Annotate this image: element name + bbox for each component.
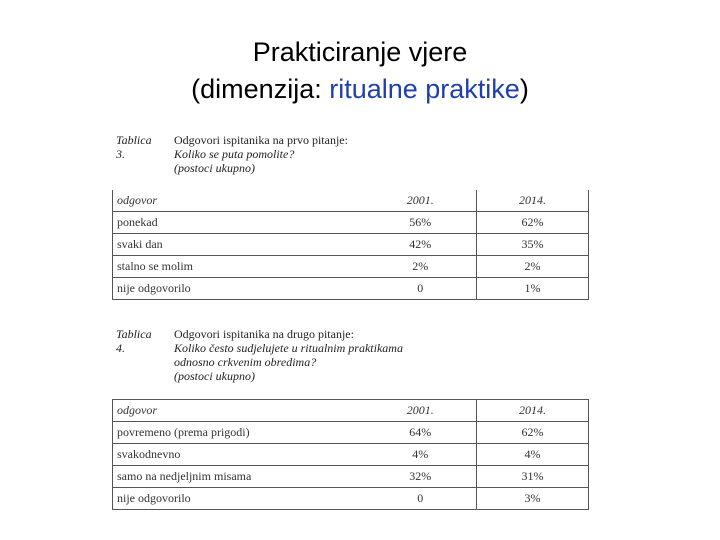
table-cell: 2%: [365, 256, 477, 278]
table4-question-block: [174, 327, 403, 383]
table-cell: 2%: [477, 256, 589, 278]
table-cell: povremeno (prema prigodi): [113, 422, 365, 444]
table-header-row: [113, 190, 589, 212]
table-row: [113, 444, 589, 466]
table-cell: 32%: [365, 466, 477, 488]
column-header: 2014.: [477, 190, 589, 212]
table-cell: 31%: [477, 466, 589, 488]
table3-note: (postoci ukupno): [174, 161, 255, 175]
table-cell: stalno se molim: [113, 256, 365, 278]
column-header: 2001.: [365, 190, 477, 212]
table-cell: 56%: [365, 212, 477, 234]
table3-question: Koliko se puta pomolite?: [174, 147, 295, 161]
slide-title: [0, 34, 720, 108]
table-row: [113, 212, 589, 234]
table-cell: nije odgovorilo: [113, 488, 365, 510]
table-cell: 35%: [477, 234, 589, 256]
column-header: 2014.: [477, 400, 589, 422]
column-header: odgovor: [113, 190, 365, 212]
title-prefix: (dimenzija:: [191, 74, 330, 104]
table4-question-line-2: odnosno crkvenim obredima?: [174, 355, 317, 369]
table-cell: 64%: [365, 422, 477, 444]
table-cell: svakodnevno: [113, 444, 365, 466]
table-cell: 62%: [477, 422, 589, 444]
table-cell: samo na nedjeljnim misama: [113, 466, 365, 488]
table-cell: 0: [365, 278, 477, 300]
table-cell: svaki dan: [113, 234, 365, 256]
table-row: [113, 422, 589, 444]
table-cell: 62%: [477, 212, 589, 234]
column-header: 2001.: [365, 400, 477, 422]
title-line-1: Prakticiranje vjere: [252, 37, 468, 67]
table-cell: 1%: [477, 278, 589, 300]
table3-heading: Odgovori ispitanika na prvo pitanje:: [174, 133, 348, 147]
table3-question-block: [174, 133, 348, 175]
table4-question-line-1: Koliko često sudjelujete u ritualnim praktikama: [174, 341, 403, 355]
table3-label: Tablica 3.: [116, 133, 152, 161]
table4-note: (postoci ukupno): [174, 369, 255, 383]
title-suffix: ): [519, 74, 529, 104]
table-row: [113, 278, 589, 300]
table-cell: 0: [365, 488, 477, 510]
table-cell: 42%: [365, 234, 477, 256]
table-row: [113, 256, 589, 278]
table-header-row: [113, 400, 589, 422]
table-cell: 4%: [365, 444, 477, 466]
table-row: [113, 234, 589, 256]
table-cell: nije odgovorilo: [113, 278, 365, 300]
table-row: [113, 466, 589, 488]
title-accent: ritualne praktike: [329, 74, 520, 104]
table4: [112, 399, 589, 510]
table-cell: ponekad: [113, 212, 365, 234]
table-cell: 3%: [477, 488, 589, 510]
title-line-2: [0, 71, 720, 108]
column-header: odgovor: [113, 400, 365, 422]
table4-heading: Odgovori ispitanika na drugo pitanje:: [174, 327, 354, 341]
table-cell: 4%: [477, 444, 589, 466]
table-row: [113, 488, 589, 510]
table4-label: Tablica 4.: [116, 327, 152, 355]
table3: [112, 190, 589, 300]
